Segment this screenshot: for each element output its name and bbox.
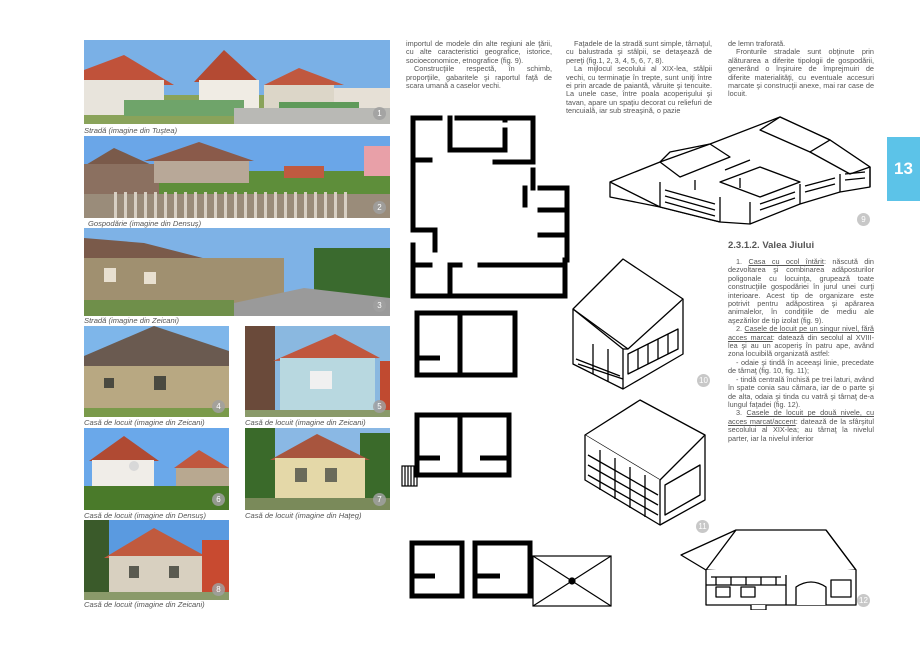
photo-house-zeicani-c	[84, 520, 229, 600]
photo-number: 4	[212, 400, 225, 413]
paragraph: Construcţiile respectă, în schimb, proporţiile, gabaritele şi raportul faţă de scara umană a caselor vechi.	[406, 64, 552, 91]
caption-3: Stradă (imagine din Zeicani)	[84, 316, 179, 325]
photo-household-densus	[84, 136, 390, 218]
axonometric-fig11	[580, 395, 715, 535]
photo-number: 2	[373, 201, 386, 214]
axonometric-fig12	[676, 525, 866, 610]
list-item: - tindă centrală închisă pe trei laturi, având în spate conia sau cămara, iar de o parte şi de alta, odaia şi tinda cu vatră şi târnaţ de-a lungul faţadei (fig. 12).	[728, 374, 874, 409]
caption-5: Casă de locuit (imagine din Zeicani)	[245, 418, 366, 427]
photo-number: 6	[212, 493, 225, 506]
axonometric-fig9	[600, 112, 880, 230]
floor-plan-fig11	[400, 410, 515, 492]
list-item: - odaie şi tindă în aceeaşi linie, precedate de târnaţ (fig. 10, fig. 11);	[728, 357, 874, 376]
photo-street-zeicani	[84, 228, 390, 316]
figure-number: 11	[696, 520, 709, 533]
floor-plan-courtyard	[405, 110, 575, 300]
photo-number: 5	[373, 400, 386, 413]
caption-2: Gospodărie (imagine din Densuş)	[88, 219, 202, 228]
paragraph: Faţadele de la stradă sunt simple, târnaţul, cu balustrada şi stâlpii, se detaşează de pereţi (fig.1, 2, 3, 4, 5, 6, 7, 8).	[566, 39, 712, 65]
caption-8: Casă de locuit (imagine din Zeicani)	[84, 600, 205, 609]
photo-house-zeicani-b	[245, 326, 390, 417]
axonometric-fig10	[568, 254, 688, 394]
text-column-3	[728, 40, 874, 99]
photo-number: 7	[373, 493, 386, 506]
photo-street-tustea	[84, 40, 390, 124]
figure-number: 10	[697, 374, 710, 387]
photo-house-densus	[84, 428, 229, 510]
paragraph: Fronturile stradale sunt obţinute prin alăturarea a diferite tipologii de gospodării, generând o înşiruire de împrejmuiri de diferite materialităţi, cu eventuale accesuri marcate şi construcţii anexe, mai rar case de locuit.	[728, 47, 874, 99]
photo-house-zeicani-a	[84, 326, 229, 417]
paragraph: La mijlocul secolului al XIX-lea, stâlpii vechi, cu terminaţie în trepte, sunt uniţi între ei prin arcade de paiantă, văruite şi tencuite. La unele case, între poala acoperişului şi tavan, apare un spaţiu decorat cu reliefuri de tencuială, iar sub streaşină, o pazie	[566, 64, 712, 116]
list-item: 1. Casa cu ocol întărit: născută din dezvoltarea şi combinarea adăposturilor poligonale cu locuinţa, grupează toate construcţiile gospodăriei în jurul unei curţi interioare. Acest tip de organizare este potrivit pentru adăpostirea şi apărarea animalelor, în condiţiile de mediu ale aşezărilor de tip izolat (fig. 9).	[728, 257, 874, 325]
section-heading: 2.3.1.2. Valea Jiului	[728, 240, 815, 251]
photo-house-hateg	[245, 428, 390, 510]
caption-1: Stradă (imagine din Tuştea)	[84, 126, 178, 135]
caption-7: Casă de locuit (imagine din Haţeg)	[245, 511, 362, 520]
paragraph: de lemn traforată.	[728, 39, 786, 48]
photo-number: 8	[212, 583, 225, 596]
text-column-4	[728, 258, 874, 443]
photo-number: 1	[373, 107, 386, 120]
floor-plan-fig10	[410, 308, 520, 380]
text-column-1	[406, 40, 552, 90]
floor-plan-fig12	[405, 536, 615, 608]
figure-number: 12	[857, 594, 870, 607]
list-item: 2. Casele de locuit pe un singur nivel, fără acces marcat: datează din secolul al XVIII-lea şi au un acoperiş în patru ape, având zona locuibilă organizată astfel:	[728, 324, 875, 359]
list-item: 3. Casele de locuit pe două nivele, cu acces marcat/accent: datează de la sfârşitul secolului al XIX-lea; au târnaţ la nivelul parter, iar la nivelul inferior	[728, 408, 874, 443]
text-column-2	[566, 40, 712, 116]
page-number-tab: 13	[887, 137, 920, 201]
photo-number: 3	[373, 299, 386, 312]
figure-number: 9	[857, 213, 870, 226]
caption-4: Casă de locuit (imagine din Zeicani)	[84, 418, 205, 427]
paragraph: importul de modele din alte regiuni ale ţării, cu alte caracteristici geografice, istorice, socioeconomice, etnografice (fig. 9).	[406, 39, 552, 65]
caption-6: Casă de locuit (imagine din Densuş)	[84, 511, 206, 520]
